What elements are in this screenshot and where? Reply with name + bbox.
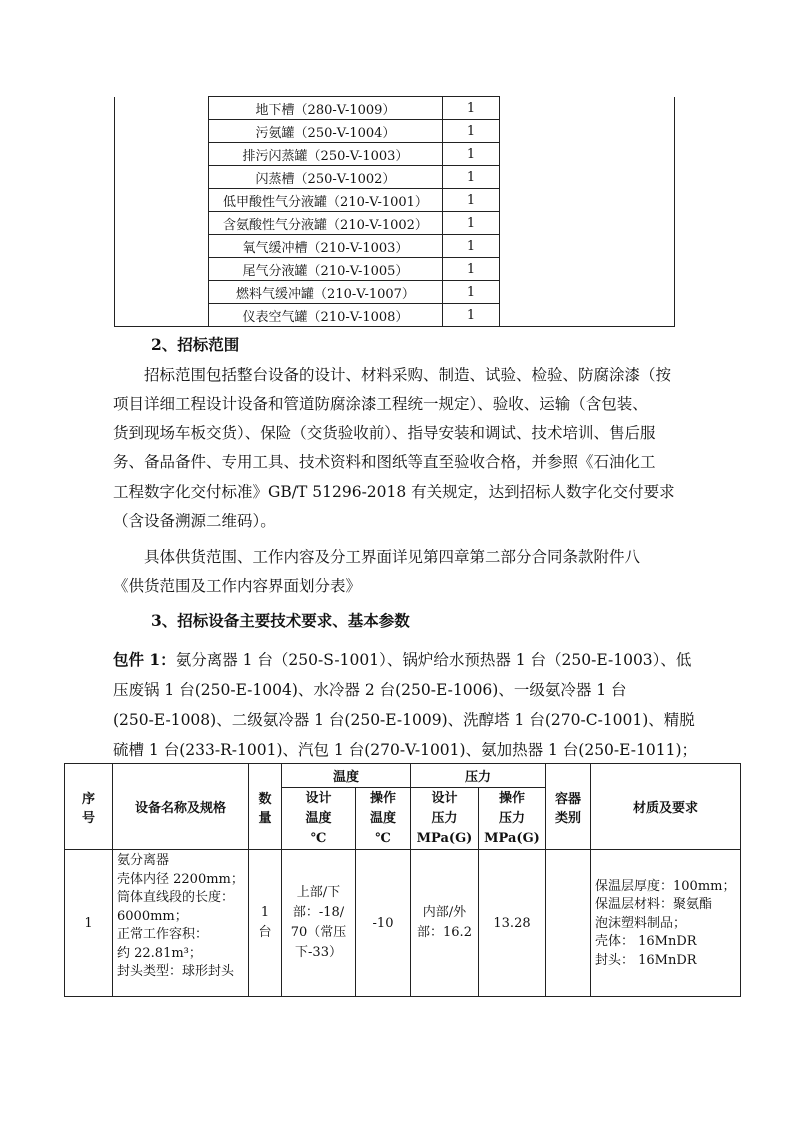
cell-line: 保温层厚度：100mm； xyxy=(595,878,736,894)
equipment-name: 地下槽（280-V-1009） xyxy=(209,97,443,120)
equipment-qty: 1 xyxy=(443,120,500,143)
equipment-name: 低甲酸性气分液罐（210-V-1001） xyxy=(209,189,443,212)
cell-line: 约 22.81m³； xyxy=(117,945,202,961)
header-material: 材质及要求 xyxy=(591,764,741,850)
cell-line: 壳体内径 2200mm； xyxy=(117,871,244,887)
header-temperature: 温度 xyxy=(282,764,411,788)
paragraph-line: （含设备溯源二维码）。 xyxy=(113,512,276,530)
cell-material xyxy=(591,850,741,997)
equipment-qty: 1 xyxy=(443,97,500,120)
cell-design-temp: 上部/下 部：-18/ 70（常压 下-33） xyxy=(282,850,356,997)
cell-op-pressure: 13.28 xyxy=(479,850,546,997)
package-line: 压废锅 1 台(250-E-1004)、水冷器 2 台(250-E-1006)、一级氨冷器 1 台 xyxy=(113,681,627,699)
cell-design-pressure: 内部/外 部：16.2 xyxy=(411,850,479,997)
paragraph-line: 项目详细工程设计设备和管道防腐涂漆工程统一规定）、验收、运输（含包装、 xyxy=(113,395,648,413)
equipment-qty: 1 xyxy=(443,189,500,212)
header-design-pressure: 设计 压力 MPa(G) xyxy=(411,788,479,850)
blank-cell xyxy=(500,97,675,327)
header-qty: 数 量 xyxy=(249,764,282,850)
equipment-qty: 1 xyxy=(443,235,500,258)
table-row xyxy=(115,97,675,120)
package-line: (250-E-1008)、二级氨冷器 1 台(250-E-1009)、洗醇塔 1 台(270-C-1001)、精脱 xyxy=(113,711,695,729)
equipment-name: 燃料气缓冲罐（210-V-1007） xyxy=(209,281,443,304)
equipment-qty: 1 xyxy=(443,258,500,281)
header-pressure: 压力 xyxy=(411,764,546,788)
spec-table xyxy=(64,763,741,997)
cell-line: 壳体： 16MnDR xyxy=(595,934,697,950)
equipment-name: 含氨酸性气分液罐（210-V-1002） xyxy=(209,212,443,235)
paragraph-line: 工程数字化交付标准》GB/T 51296-2018 有关规定，达到招标人数字化交付要求 xyxy=(113,483,675,501)
cell-line: 封头： 16MnDR xyxy=(595,952,697,968)
cell-line: 保温层材料：聚氨酯 xyxy=(595,897,713,913)
section-2-heading: 2、招标范围 xyxy=(151,335,240,354)
equipment-qty: 1 xyxy=(443,281,500,304)
equipment-qty: 1 xyxy=(443,143,500,166)
equipment-name: 仪表空气罐（210-V-1008） xyxy=(209,304,443,327)
cell-op-temp: -10 xyxy=(356,850,411,997)
equipment-qty: 1 xyxy=(443,304,500,327)
paragraph-line: 货到现场车板交货）、保险（交货验收前）、指导安装和调试、技术培训、售后服 xyxy=(113,424,656,442)
header-op-pressure: 操作 压力 MPa(G) xyxy=(479,788,546,850)
paragraph-line: 务、备品备件、专用工具、技术资料和图纸等直至验收合格，并参照《石油化工 xyxy=(113,453,656,471)
cell-line: 6000mm； xyxy=(117,908,188,924)
cell-line: 筒体直线段的长度： xyxy=(117,890,235,905)
header-no: 序 号 xyxy=(65,764,113,850)
paragraph-line: 招标范围包括整台设备的设计、材料采购、制造、试验、检验、防腐涂漆（按 xyxy=(144,366,672,384)
equipment-name: 闪蒸槽（250-V-1002） xyxy=(209,166,443,189)
cell-no: 1 xyxy=(65,850,113,997)
header-op-temp: 操作 温度 ℃ xyxy=(356,788,411,850)
equipment-name: 排污闪蒸罐（250-V-1003） xyxy=(209,143,443,166)
cell-category xyxy=(546,850,591,997)
cell-line: 正常工作容积： xyxy=(117,927,209,942)
equipment-name: 污氨罐（250-V-1004） xyxy=(209,120,443,143)
package-line: 氨分离器 1 台（250-S-1001）、锅炉给水预热器 1 台（250-E-1003）、低 xyxy=(175,651,692,669)
cell-qty: 1 台 xyxy=(249,850,282,997)
equipment-qty: 1 xyxy=(443,212,500,235)
equipment-name: 氧气缓冲槽（210-V-1003） xyxy=(209,235,443,258)
equipment-name: 尾气分液罐（210-V-1005） xyxy=(209,258,443,281)
cell-line: 泡沫塑料制品； xyxy=(595,915,687,931)
package-line: 硫槽 1 台(233-R-1001)、汽包 1 台(270-V-1001)、氨加热器 1 台(250-E-1011)； xyxy=(113,741,697,759)
blank-cell xyxy=(115,97,209,327)
header-design-temp: 设计 温度 ℃ xyxy=(282,788,356,850)
header-name: 设备名称及规格 xyxy=(113,764,249,850)
cell-line: 封头类型：球形封头 xyxy=(117,964,235,979)
table-row xyxy=(65,850,741,997)
cell-line: 氨分离器 xyxy=(117,853,170,868)
header-category: 容器 类别 xyxy=(546,764,591,850)
cell-name xyxy=(113,850,249,997)
package-label: 包件 1： xyxy=(113,650,176,669)
equipment-list-table xyxy=(114,96,675,327)
paragraph-line: 具体供货范围、工作内容及分工界面详见第四章第二部分合同条款附件八 xyxy=(144,548,641,566)
section-3-heading: 3、招标设备主要技术要求、基本参数 xyxy=(151,611,410,630)
paragraph-line: 《供货范围及工作内容界面划分表》 xyxy=(113,577,362,595)
equipment-qty: 1 xyxy=(443,166,500,189)
